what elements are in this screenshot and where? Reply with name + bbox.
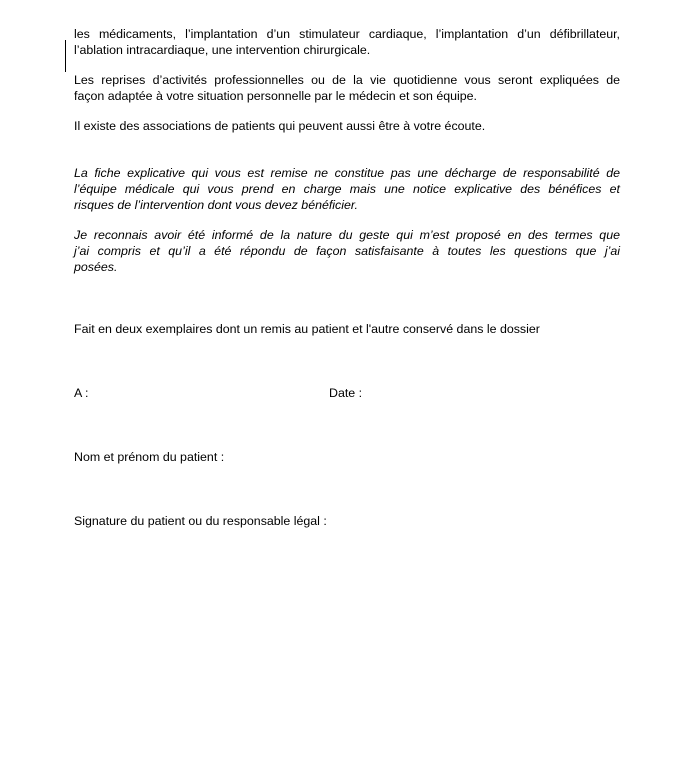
paragraph-activities [74,72,620,104]
place-label: A : [74,386,89,400]
paragraph-line: posées. [74,260,118,274]
date-label: Date : [329,386,363,400]
paragraph-copies [74,321,620,337]
paragraph-line: risques de l’intervention dont vous devez bénéficier. [74,198,359,212]
paragraph-line: l’ablation intracardiaque, une intervention chirurgicale. [74,43,371,57]
paragraph-associations [74,118,620,134]
text-cursor [65,40,66,72]
paragraph-line: Fait en deux exemplaires dont un remis au patient et l'autre conservé dans le dossier [74,322,540,336]
paragraph-line: Les reprises d’activités professionnelles ou de la vie quotidienne vous seront expliquées de [74,73,620,87]
signature-label: Signature du patient ou du responsable légal : [74,514,327,528]
paragraph-disclaimer [74,165,620,213]
paragraph-line: l’équipe médicale qui vous prend en charge mais une notice explicative des bénéfices et [74,182,620,196]
paragraph-acknowledgement [74,227,620,275]
paragraph-line: façon adaptée à votre situation personnelle par le médecin et son équipe. [74,89,477,103]
paragraph-line: Je reconnais avoir été informé de la nature du geste qui m’est proposé en des termes que [74,228,620,242]
paragraph-line: les médicaments, l’implantation d’un stimulateur cardiaque, l’implantation d’un défibrillateur, [74,27,620,41]
patient-name-label: Nom et prénom du patient : [74,450,225,464]
paragraph-line: La fiche explicative qui vous est remise ne constitue pas une décharge de responsabilité de [74,166,620,180]
paragraph-line: j’ai compris et qu’il a été répondu de façon satisfaisante à toutes les questions que j’ai [74,244,620,258]
paragraph-treatments [74,26,620,58]
paragraph-line: Il existe des associations de patients qui peuvent aussi être à votre écoute. [74,119,486,133]
